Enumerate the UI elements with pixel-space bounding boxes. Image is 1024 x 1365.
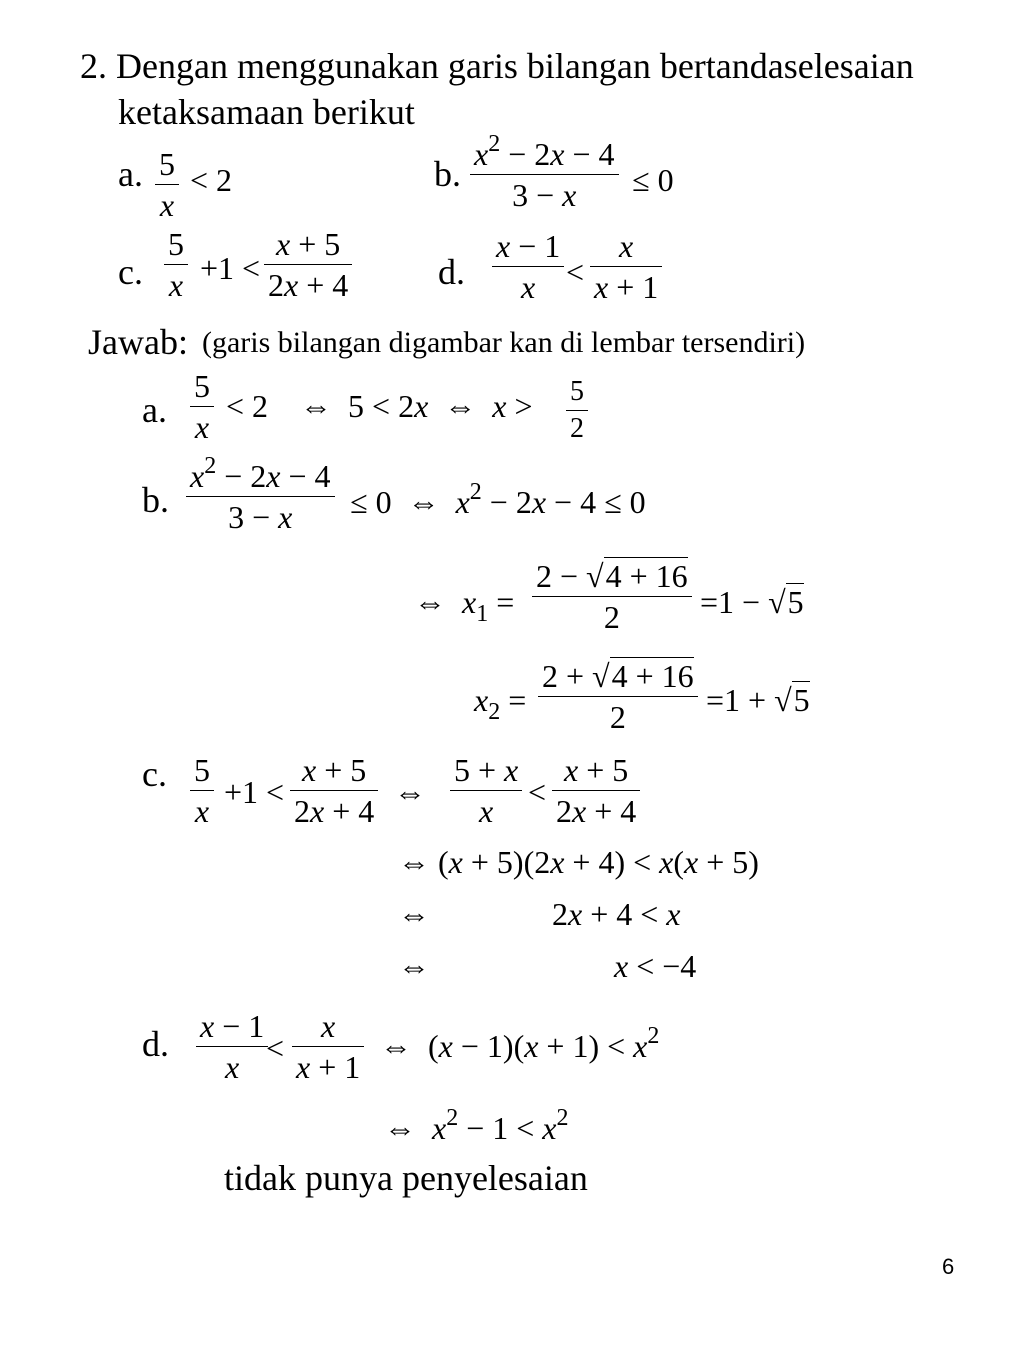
conclusion-text: tidak punya penyelesaian	[224, 1158, 588, 1198]
problem-d-fraction-right: x x + 1	[590, 230, 662, 303]
problem-b-label: b.	[434, 154, 461, 194]
question-line-1: 2. Dengan menggunakan garis bilangan bertandaselesaian	[80, 46, 914, 86]
problem-a-fraction: 5 x	[155, 148, 179, 221]
answer-c-step3: 2x + 4 < x	[552, 896, 681, 932]
page-number: 6	[942, 1254, 955, 1279]
problem-d-less: <	[566, 254, 585, 290]
problem-a-rhs: < 2	[190, 162, 233, 198]
answer-c-equiv-1: ⇔	[394, 774, 426, 810]
answer-c-fraction-2: x + 5 2x + 4	[290, 754, 378, 827]
answer-a-step1: < 2 ⇔ 5 < 2x ⇔ x >	[226, 388, 533, 424]
problem-b-fraction: $x^2 - 2x - 4$ 3 − x	[470, 138, 619, 211]
answer-b-step1: ≤ 0 ⇔ $x^2 - 2x - 4 \le 0$	[350, 479, 646, 520]
problem-a-label: a.	[118, 154, 143, 194]
answer-c-step4-equiv: ⇔	[398, 948, 430, 984]
answer-c-fraction-4: x + 5 2x + 4	[552, 754, 640, 827]
answer-a-fraction: 5 x	[190, 370, 214, 443]
answer-a-label: a.	[142, 390, 167, 430]
answer-d-label: d.	[142, 1024, 169, 1064]
answer-b-x2-result: =1 + √5	[706, 682, 810, 718]
answer-c-fraction-3: 5 + x x	[450, 754, 522, 827]
answer-b-x2-fraction: 2 + √4 + 16 2	[538, 660, 698, 733]
answer-b-x1-prefix: ⇔ $x_1$ =	[414, 584, 515, 627]
answer-d-fraction-2: x x + 1	[292, 1010, 364, 1083]
problem-c-fraction-right: x + 5 2x + 4	[264, 228, 352, 301]
answer-c-step3-equiv: ⇔	[398, 896, 430, 932]
problem-c-fraction-left: 5 x	[164, 228, 188, 301]
question-line-2: ketaksamaan berikut	[118, 92, 415, 132]
jawab-prefix: Jawab:	[88, 322, 188, 362]
answer-c-step2: ⇔ (x + 5)(2x + 4) < x(x + 5)	[398, 844, 759, 880]
answer-c-label: c.	[142, 754, 167, 794]
problem-c-middle: +1 <	[200, 250, 261, 286]
answer-c-fraction-1: 5 x	[190, 754, 214, 827]
answer-b-label: b.	[142, 480, 169, 520]
answer-a-result-fraction: 5 2	[566, 378, 588, 443]
answer-c-less: <	[528, 774, 547, 810]
answer-d-step1: ⇔ $(x - 1)(x + 1) < x^2$	[380, 1023, 660, 1064]
answer-d-step2: ⇔ $x^2 - 1 < x^2$	[384, 1105, 569, 1146]
problem-b-rhs: ≤ 0	[632, 162, 674, 198]
answer-c-step4: x < −4	[614, 948, 697, 984]
answer-b-x1-fraction: 2 − √4 + 16 2	[532, 560, 692, 633]
problem-d-label: d.	[438, 252, 465, 292]
answer-d-fraction-1: x − 1 x	[196, 1010, 268, 1083]
answer-d-less: <	[266, 1030, 285, 1066]
problem-d-fraction-left: x − 1 x	[492, 230, 564, 303]
answer-b-x1-result: =1 − √5	[700, 584, 804, 620]
jawab-note: (garis bilangan digambar kan di lembar tersendiri)	[202, 326, 806, 359]
answer-c-middle: +1 <	[224, 774, 285, 810]
answer-b-fraction: $x^2 - 2x - 4$ 3 − x	[186, 460, 335, 533]
problem-c-label: c.	[118, 252, 143, 292]
answer-b-x2-prefix: $x_2$ =	[474, 682, 527, 725]
